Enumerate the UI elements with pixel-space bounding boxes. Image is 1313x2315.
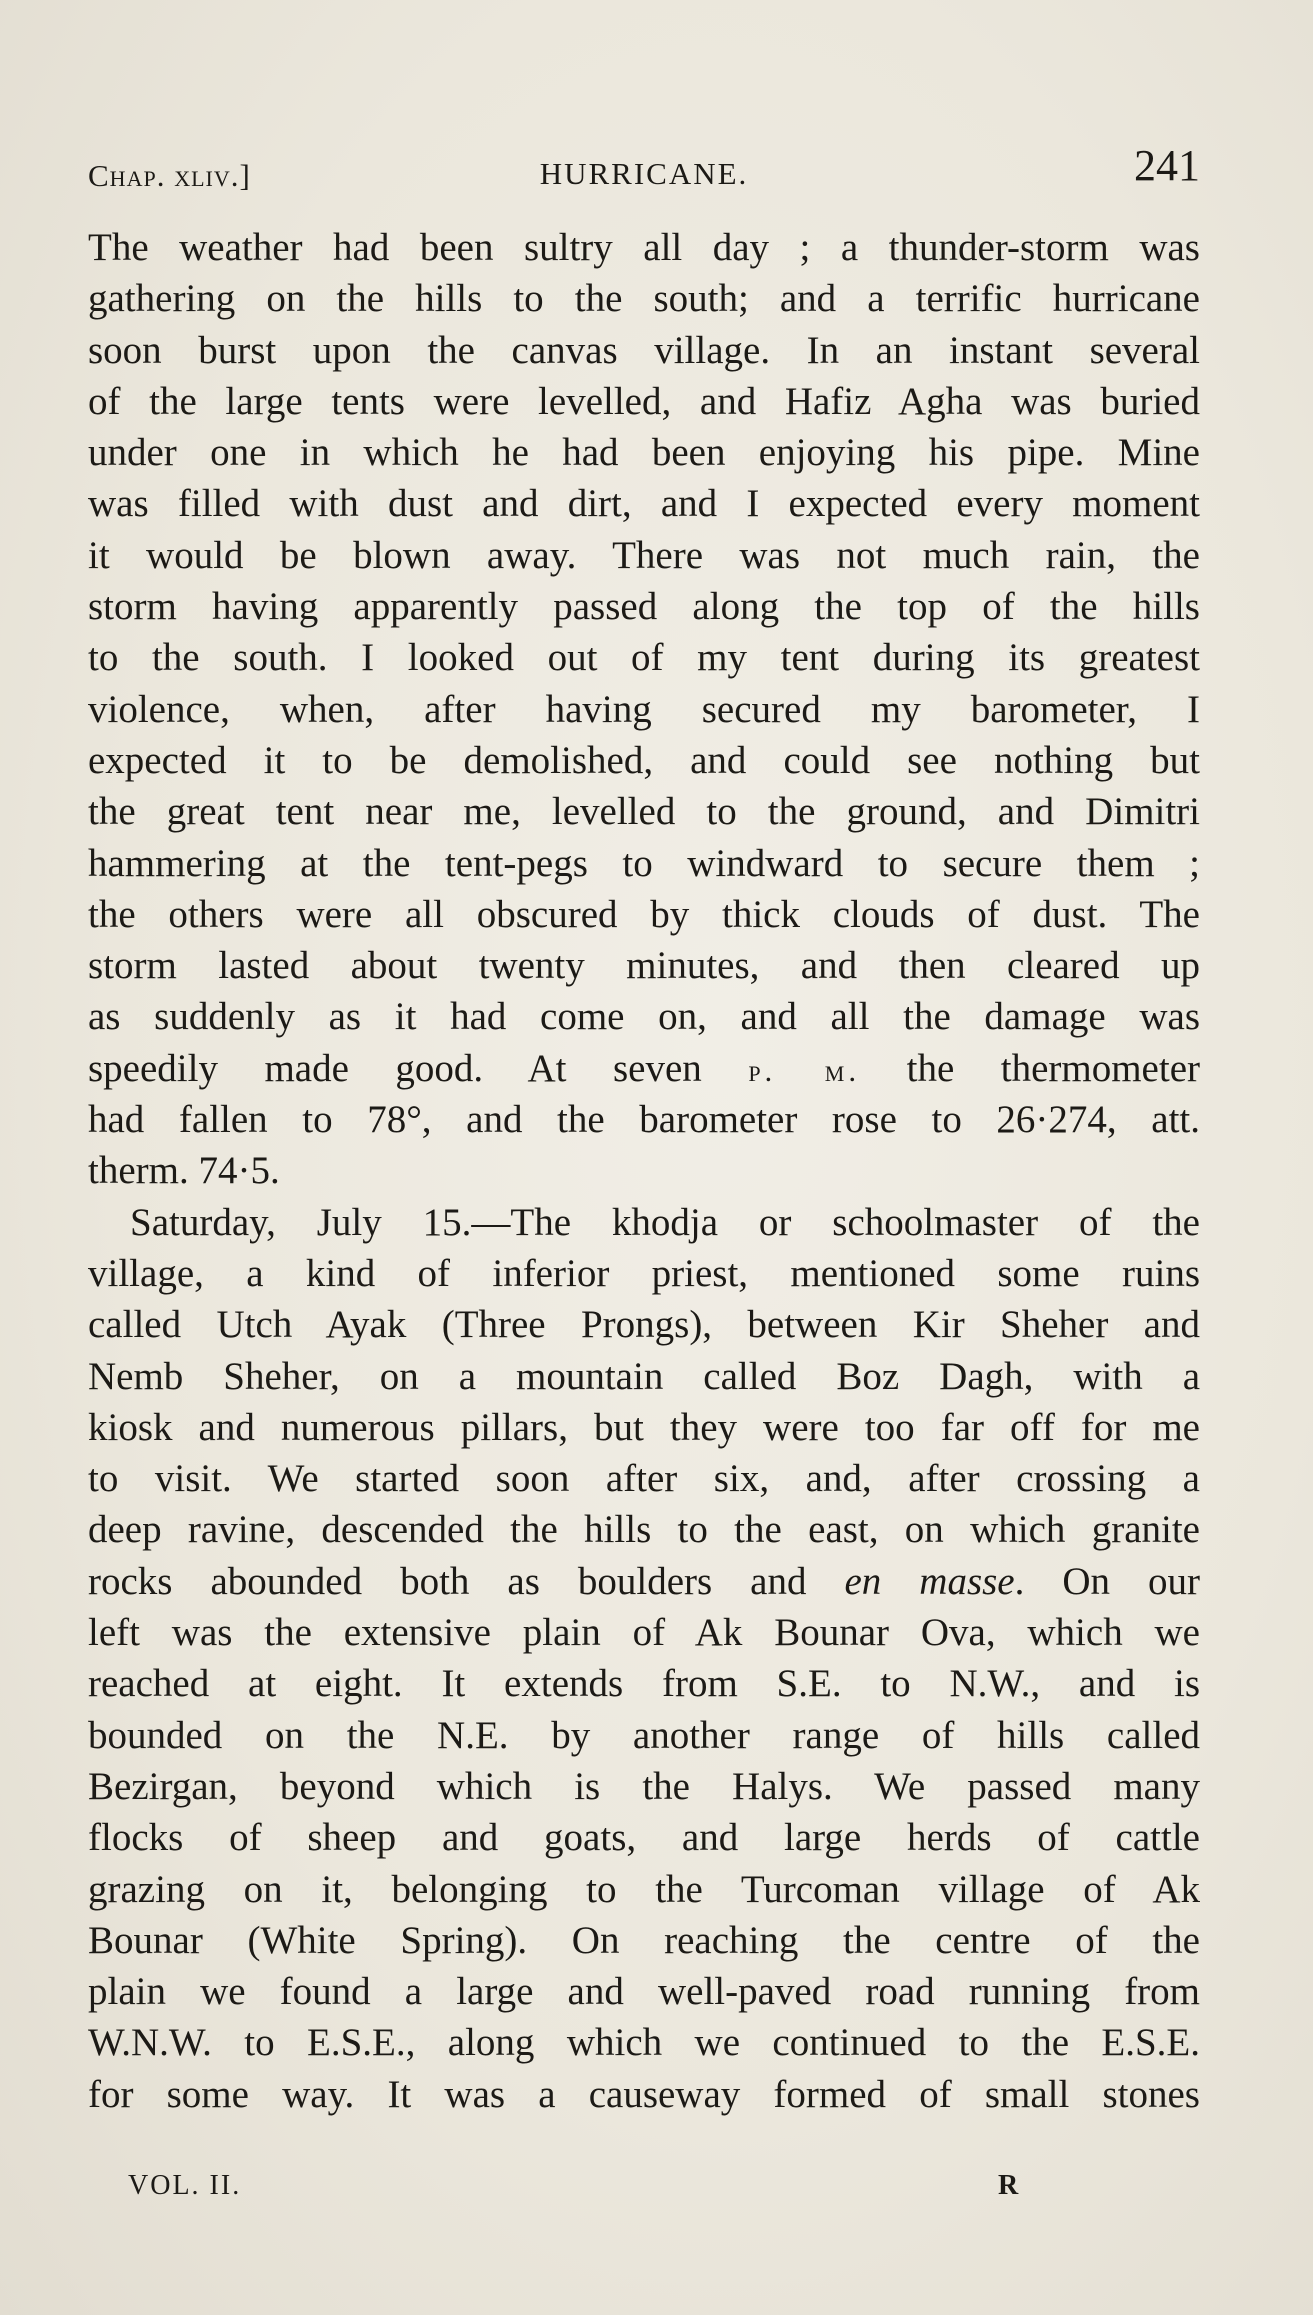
text-line: reached at eight. It extends from S.E. to N.W., and is — [88, 1662, 1200, 1706]
text-line: soon burst upon the canvas village. In an instant several — [88, 328, 1200, 372]
text-line: as suddenly as it had come on, and all the damage was — [88, 995, 1200, 1039]
text-line — [88, 1556, 1200, 1607]
text-line — [88, 1043, 1200, 1094]
volume-signature: VOL. II. — [128, 2170, 242, 2201]
text-segment: . On our — [1014, 1559, 1201, 1603]
text-line: bounded on the N.E. by another range of hills called — [88, 1713, 1200, 1757]
text-line: expected it to be demolished, and could see nothing but — [88, 738, 1200, 782]
text-line: the others were all obscured by thick clouds of dust. The — [88, 892, 1200, 936]
text-line: deep ravine, descended the hills to the east, on which granite — [88, 1508, 1200, 1552]
text-line: hammering at the tent-pegs to windward to secure them ; — [88, 841, 1200, 885]
text-line: Bezirgan, beyond which is the Halys. We passed many — [88, 1764, 1200, 1808]
body-text — [88, 222, 1200, 2120]
text-line: called Utch Ayak (Three Prongs), between Kir Sheher and — [88, 1303, 1200, 1347]
italic-text: en masse — [844, 1559, 1015, 1603]
text-line: was filled with dust and dirt, and I expected every moment — [88, 482, 1200, 526]
text-line: Nemb Sheher, on a mountain called Boz Dagh, with a — [88, 1354, 1200, 1398]
text-line: had fallen to 78°, and the barometer rose to 26·274, att. — [88, 1098, 1200, 1142]
text-line: storm lasted about twenty minutes, and then cleared up — [88, 944, 1200, 988]
chapter-reference: Chap. xliv.] — [88, 158, 251, 193]
text-line: for some way. It was a causeway formed of small stones — [88, 2072, 1200, 2116]
text-line: of the large tents were levelled, and Hafiz Agha was buried — [88, 379, 1200, 423]
text-line: to visit. We started soon after six, and, after crossing a — [88, 1457, 1200, 1501]
running-header — [88, 140, 1200, 200]
text-line: it would be blown away. There was not much rain, the — [88, 533, 1200, 577]
text-line: under one in which he had been enjoying his pipe. Mine — [88, 431, 1200, 475]
text-line: left was the extensive plain of Ak Bounar Ova, which we — [88, 1611, 1200, 1655]
text-line: The weather had been sultry all day ; a thunder-storm was — [88, 226, 1200, 269]
text-line: therm. 74·5. — [88, 1149, 280, 1193]
text-line: Bounar (White Spring). On reaching the centre of the — [88, 1918, 1200, 1962]
text-line: plain we found a large and well-paved road running from — [88, 1970, 1200, 2014]
text-line: gathering on the hills to the south; and a terrific hurricane — [88, 277, 1200, 321]
text-line: kiosk and numerous pillars, but they were too far off for me — [88, 1405, 1200, 1449]
page-number: 241 — [1134, 141, 1200, 190]
text-line: violence, when, after having secured my barometer, I — [88, 687, 1200, 731]
text-line: the great tent near me, levelled to the ground, and Dimitri — [88, 790, 1200, 834]
text-segment: the thermometer — [860, 1046, 1200, 1090]
text-line: village, a kind of inferior priest, mentioned some ruins — [88, 1251, 1200, 1295]
text-segment: rocks abounded both as boulders and — [88, 1559, 845, 1603]
text-segment: speedily made good. At seven — [88, 1046, 749, 1090]
page-footer — [128, 2170, 1028, 2210]
gathering-signature: R — [998, 2170, 1019, 2201]
running-title: HURRICANE. — [539, 156, 749, 191]
text-line: to the south. I looked out of my tent during its greatest — [88, 636, 1200, 680]
text-line: Saturday, July 15.—The khodja or schoolmaster of the — [130, 1200, 1200, 1244]
text-line: grazing on it, belonging to the Turcoman village of Ak — [88, 1867, 1200, 1911]
small-caps-text: p. m. — [748, 1052, 861, 1088]
text-line: storm having apparently passed along the top of the hills — [88, 585, 1200, 629]
text-line: W.N.W. to E.S.E., along which we continued to the E.S.E. — [88, 2021, 1200, 2065]
text-line: flocks of sheep and goats, and large herds of cattle — [88, 1816, 1200, 1860]
